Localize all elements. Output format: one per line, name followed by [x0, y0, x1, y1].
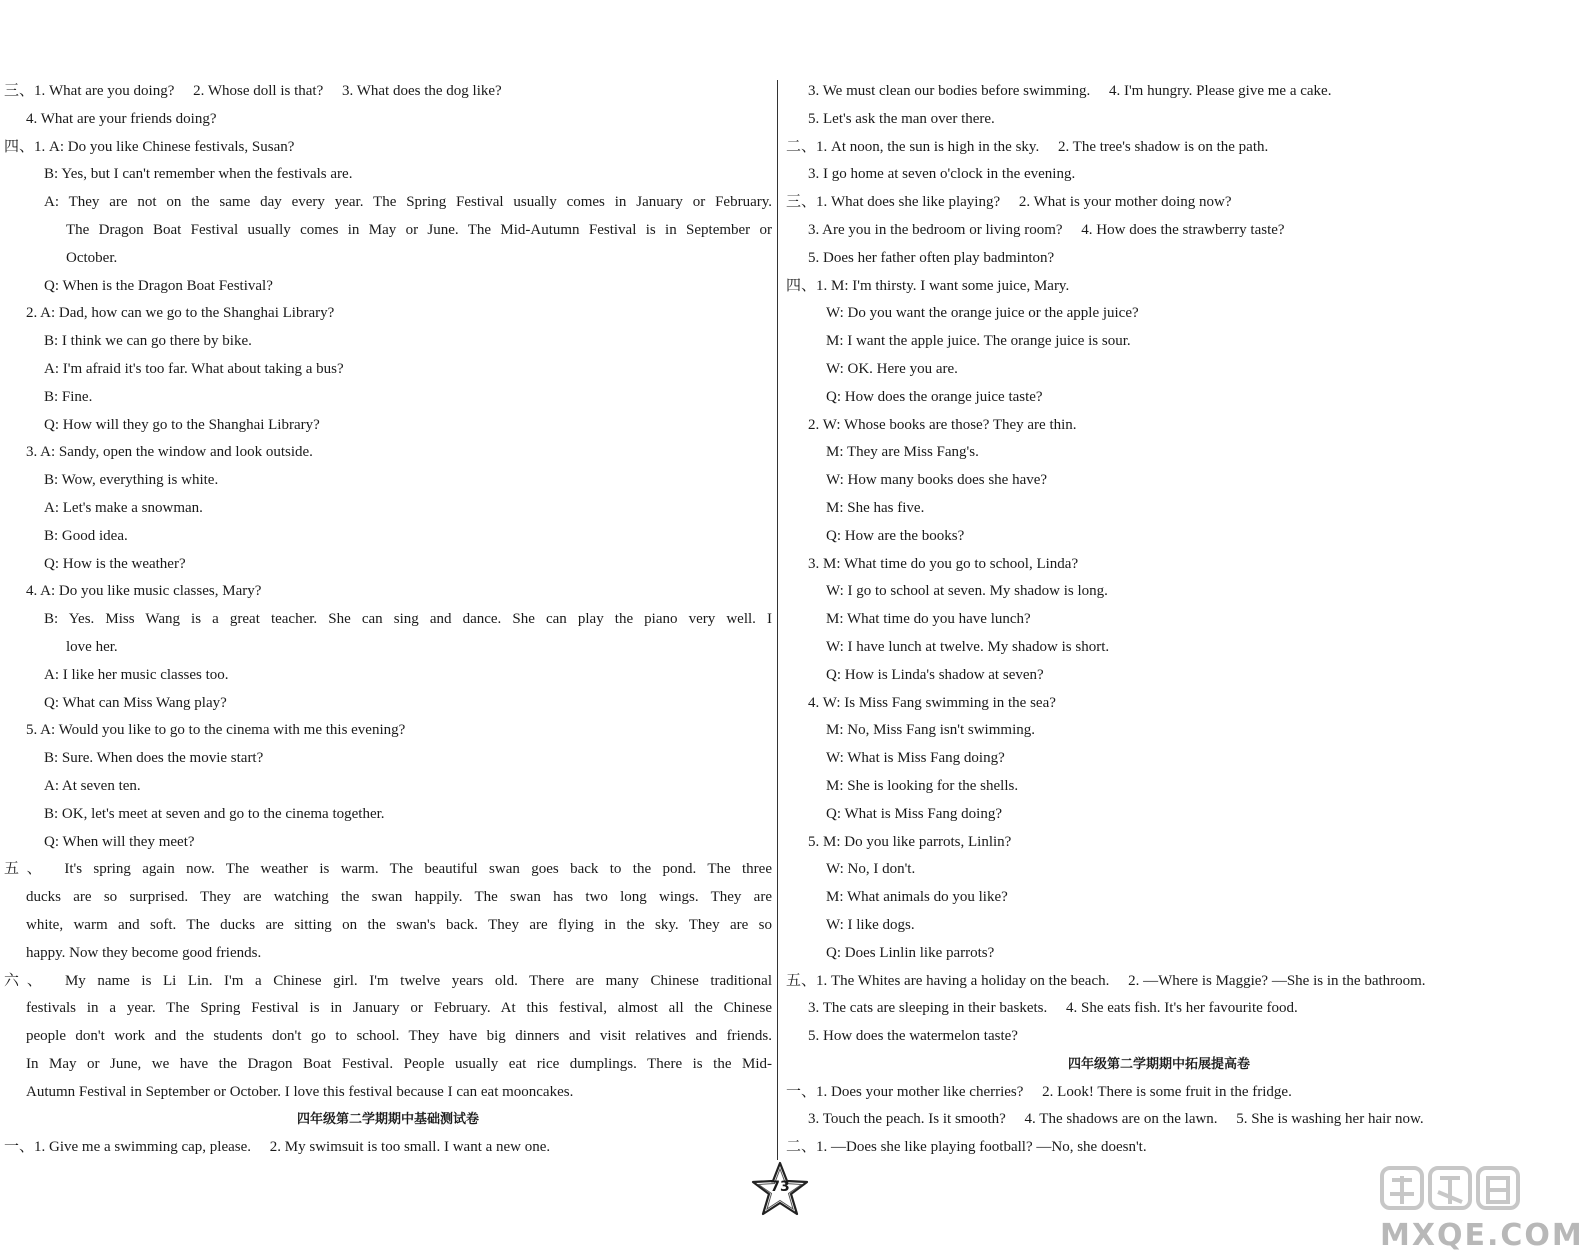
- left-text-line: Q: How is the weather?: [44, 555, 186, 572]
- left-text-line: B: I think we can go there by bike.: [44, 333, 252, 350]
- right-text-line: M: She is looking for the shells.: [826, 777, 1019, 794]
- right-text-line: M: What animals do you like?: [826, 889, 1008, 906]
- right-text-line: 2. W: Whose books are those? They are thin.: [808, 416, 1077, 433]
- right-text-line: 3. M: What time do you go to school, Linda?: [808, 555, 1079, 572]
- left-text-line: Q: How will they go to the Shanghai Library?: [44, 416, 320, 433]
- right-text-line: W: How many books does she have?: [826, 472, 1048, 489]
- right-text-line: Q: How is Linda's shadow at seven?: [826, 666, 1044, 683]
- left-text-line: 3. A: Sandy, open the window and look outside.: [26, 444, 313, 461]
- left-text-line: A: At seven ten.: [44, 777, 141, 794]
- right-text-line: Q: What is Miss Fang doing?: [826, 805, 1002, 822]
- right-text-line: M: No, Miss Fang isn't swimming.: [826, 722, 1035, 739]
- left-text-line: white, warm and soft. The ducks are sitting on the swan's back. They are flying in the sky. They are so: [26, 916, 772, 933]
- left-text-line: Q: What can Miss Wang play?: [44, 694, 227, 711]
- right-text-line: 四、1. M: I'm thirsty. I want some juice, Mary.: [786, 277, 1070, 294]
- right-text-line: 3. Touch the peach. Is it smooth? 4. The shadows are on the lawn. 5. She is washing her hair now.: [808, 1111, 1424, 1128]
- right-text-line: 3. The cats are sleeping in their baskets. 4. She eats fish. It's her favourite food.: [808, 1000, 1298, 1017]
- left-section-heading: 四年级第二学期期中基础测试卷: [296, 1112, 479, 1128]
- left-text-line: B: Wow, everything is white.: [44, 472, 219, 489]
- left-text-line: Q: When will they meet?: [44, 833, 195, 850]
- left-text-line: A: Let's make a snowman.: [44, 499, 203, 516]
- left-text-line: B: Sure. When does the movie start?: [44, 750, 264, 767]
- right-text-line: 3. I go home at seven o'clock in the evening.: [808, 166, 1076, 183]
- right-text-line: W: No, I don't.: [826, 861, 916, 878]
- right-section-heading: 四年级第二学期期中拓展提高卷: [1067, 1056, 1250, 1072]
- left-text-line: Autumn Festival in September or October. I love this festival because I can eat mooncakes.: [26, 1083, 574, 1100]
- left-text-line: 2. A: Dad, how can we go to the Shanghai Library?: [26, 305, 335, 322]
- left-text-line: 六、 My name is Li Lin. I'm a Chinese girl. I'm twelve years old. There are many Chinese traditional: [4, 972, 772, 989]
- right-text-line: 5. How does the watermelon taste?: [808, 1028, 1018, 1045]
- left-text-line: B: OK, let's meet at seven and go to the cinema together.: [44, 805, 385, 822]
- left-text-line: In May or June, we have the Dragon Boat Festival. People usually eat rice dumplings. There is the Mid-: [26, 1055, 772, 1072]
- right-text-line: M: I want the apple juice. The orange juice is sour.: [826, 333, 1131, 350]
- left-text-line: Q: When is the Dragon Boat Festival?: [44, 277, 273, 294]
- right-text-line: 三、1. What does she like playing? 2. What is your mother doing now?: [786, 194, 1232, 211]
- right-text-line: W: What is Miss Fang doing?: [826, 750, 1005, 767]
- left-text-line: 4. A: Do you like music classes, Mary?: [26, 583, 262, 600]
- left-text-line: 五、 It's spring again now. The weather is warm. The beautiful swan goes back to the pond. The three: [4, 861, 772, 878]
- right-text-line: W: I go to school at seven. My shadow is long.: [826, 583, 1108, 600]
- left-text-line: 4. What are your friends doing?: [26, 110, 217, 127]
- left-text-line: people don't work and the students don't go to school. They have big dinners and visit relatives and friends.: [26, 1028, 772, 1045]
- left-text-line: October.: [66, 249, 118, 266]
- right-text-line: M: What time do you have lunch?: [826, 611, 1031, 628]
- left-text-line: ducks are so surprised. They are watching the swan happily. The swan has two long wings. They are: [26, 889, 772, 906]
- left-text-line: 一、1. Give me a swimming cap, please. 2. My swimsuit is too small. I want a new one.: [4, 1139, 551, 1156]
- left-text-line: A: I'm afraid it's too far. What about taking a bus?: [44, 360, 344, 377]
- right-text-line: W: I like dogs.: [826, 916, 915, 933]
- right-column: [786, 78, 1532, 1162]
- left-text-line: B: Good idea.: [44, 527, 128, 544]
- left-text-line: B: Yes. Miss Wang is a great teacher. She can sing and dance. She can play the piano very well. I: [44, 611, 772, 628]
- right-text-line: 二、1. At noon, the sun is high in the sky. 2. The tree's shadow is on the path.: [786, 138, 1269, 155]
- right-text-line: 5. M: Do you like parrots, Linlin?: [808, 833, 1012, 850]
- left-text-line: happy. Now they become good friends.: [26, 944, 262, 961]
- right-text-line: W: OK. Here you are.: [826, 360, 958, 377]
- right-text-line: 5. Let's ask the man over there.: [808, 110, 995, 127]
- right-text-line: 5. Does her father often play badminton?: [808, 249, 1055, 266]
- right-text-line: 3. Are you in the bedroom or living room? 4. How does the strawberry taste?: [808, 221, 1285, 238]
- right-text-line: W: Do you want the orange juice or the apple juice?: [826, 305, 1139, 322]
- page-number: 73: [770, 1179, 790, 1195]
- left-text-line: B: Yes, but I can't remember when the festivals are.: [44, 166, 353, 183]
- left-text-line: A: I like her music classes too.: [44, 666, 229, 683]
- right-text-line: M: They are Miss Fang's.: [826, 444, 979, 461]
- left-text-line: 四、1. A: Do you like Chinese festivals, Susan?: [4, 138, 295, 155]
- watermark-text: MXQE.COM: [1380, 1218, 1584, 1253]
- right-text-line: Q: Does Linlin like parrots?: [826, 944, 995, 961]
- left-text-line: B: Fine.: [44, 388, 93, 405]
- right-text-line: Q: How are the books?: [826, 527, 965, 544]
- right-text-line: 一、1. Does your mother like cherries? 2. Look! There is some fruit in the fridge.: [786, 1083, 1292, 1100]
- left-text-line: festivals in a year. The Spring Festival is in January or February. At this festival, almost all the Chinese: [26, 1000, 772, 1017]
- right-text-line: 4. W: Is Miss Fang swimming in the sea?: [808, 694, 1056, 711]
- left-text-line: love her.: [66, 638, 118, 655]
- left-text-line: The Dragon Boat Festival usually comes in May or June. The Mid-Autumn Festival is in September or: [66, 221, 772, 238]
- left-column: [4, 78, 772, 1162]
- right-text-line: M: She has five.: [826, 499, 925, 516]
- left-text-line: A: They are not on the same day every year. The Spring Festival usually comes in January or February.: [44, 194, 772, 211]
- left-text-line: 三、1. What are you doing? 2. Whose doll is that? 3. What does the dog like?: [4, 83, 502, 99]
- column-divider: [777, 80, 778, 1160]
- right-text-line: Q: How does the orange juice taste?: [826, 388, 1043, 405]
- right-text-line: 3. We must clean our bodies before swimming. 4. I'm hungry. Please give me a cake.: [808, 83, 1332, 99]
- right-text-line: 二、1. —Does she like playing football? —No, she doesn't.: [786, 1139, 1147, 1156]
- left-text-line: 5. A: Would you like to go to the cinema with me this evening?: [26, 722, 406, 739]
- right-text-line: 五、1. The Whites are having a holiday on the beach. 2. —Where is Maggie? —She is in the bathroom.: [786, 972, 1426, 989]
- right-text-line: W: I have lunch at twelve. My shadow is short.: [826, 638, 1110, 655]
